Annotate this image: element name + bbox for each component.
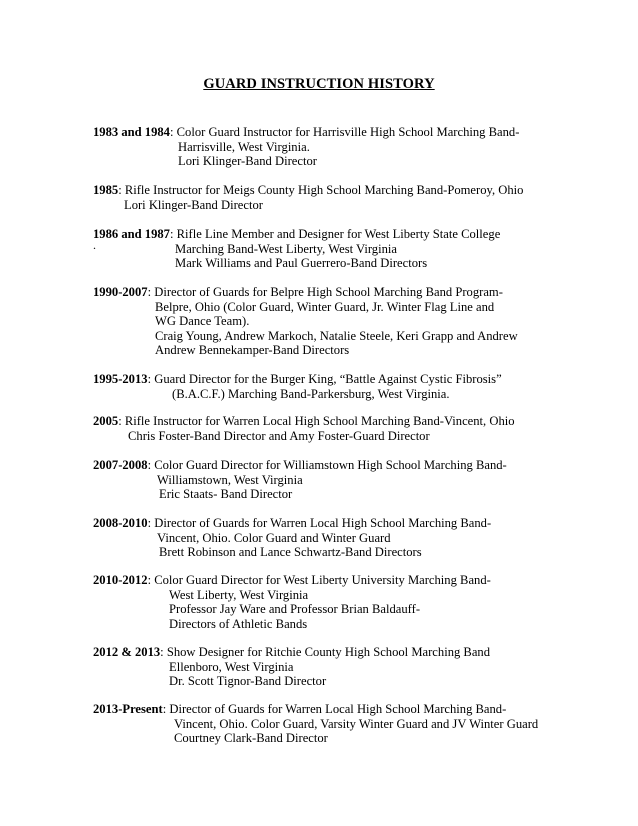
entry-years: 2007-2008 <box>93 458 148 472</box>
history-entry <box>93 183 523 212</box>
entry-detail-line: Marching Band-West Liberty, West Virginia <box>175 241 397 256</box>
entry-detail-line: Eric Staats- Band Director <box>159 487 293 502</box>
entry-detail-line: Vincent, Ohio. Color Guard, Varsity Winter Guard and JV Winter Guard <box>174 716 539 731</box>
entry-detail-line: Williamstown, West Virginia <box>157 472 303 487</box>
history-entry <box>93 516 491 560</box>
entry-years: 1983 and 1984 <box>93 125 170 139</box>
entry-description: : Rifle Line Member and Designer for West Liberty State College <box>169 227 501 241</box>
entry-detail-line: Belpre, Ohio (Color Guard, Winter Guard, Jr. Winter Flag Line and <box>155 299 495 314</box>
entry-years: 2012 & 2013 <box>93 645 161 659</box>
history-entry <box>93 414 515 443</box>
entry-detail-line: Dr. Scott Tignor-Band Director <box>169 674 327 689</box>
entry-description: : Director of Guards for Belpre High School Marching Band Program- <box>147 285 503 299</box>
entry-detail-line: Mark Williams and Paul Guerrero-Band Directors <box>175 256 428 271</box>
entry-years: 2013-Present <box>93 702 163 716</box>
entry-years: 2010-2012 <box>93 573 148 587</box>
entry-description: : Color Guard Director for West Liberty University Marching Band- <box>147 573 491 587</box>
history-entry <box>93 372 502 401</box>
entry-years: 1985 <box>93 183 119 197</box>
entry-description: : Director of Guards for Warren Local High School Marching Band- <box>147 516 492 530</box>
entry-detail-line: Craig Young, Andrew Markoch, Natalie Steele, Keri Grapp and Andrew <box>155 328 518 343</box>
stray-mark: . <box>93 238 96 252</box>
history-entry <box>93 227 500 271</box>
entry-detail-line: Harrisville, West Virginia. <box>178 139 310 154</box>
history-entry <box>93 645 490 689</box>
entry-description: : Rifle Instructor for Warren Local High School Marching Band-Vincent, Ohio <box>118 414 515 428</box>
history-entry <box>93 702 538 746</box>
entry-detail-line: Lori Klinger-Band Director <box>178 154 317 169</box>
entry-detail-line: Chris Foster-Band Director and Amy Foster-Guard Director <box>128 428 430 443</box>
entry-years: 2005 <box>93 414 119 428</box>
entry-detail-line: Andrew Bennekamper-Band Directors <box>155 343 350 358</box>
entry-description: : Color Guard Instructor for Harrisville High School Marching Band- <box>169 125 520 139</box>
history-entry <box>93 573 491 631</box>
entry-years: 1986 and 1987 <box>93 227 170 241</box>
entry-detail-line: Courtney Clark-Band Director <box>174 731 328 746</box>
entry-description: : Director of Guards for Warren Local High School Marching Band- <box>162 702 507 716</box>
history-entry <box>93 458 507 502</box>
entry-years: 2008-2010 <box>93 516 148 530</box>
entry-detail-line: Professor Jay Ware and Professor Brian Baldauff- <box>169 602 421 617</box>
entry-detail-line: West Liberty, West Virginia <box>169 587 309 602</box>
entry-description: : Show Designer for Ritchie County High School Marching Band <box>160 645 491 659</box>
entry-years: 1995-2013 <box>93 372 148 386</box>
entry-description: : Guard Director for the Burger King, “Battle Against Cystic Fibrosis” <box>147 372 502 386</box>
entry-detail-line: Vincent, Ohio. Color Guard and Winter Guard <box>157 530 391 545</box>
entry-description: : Color Guard Director for Williamstown High School Marching Band- <box>147 458 507 472</box>
entry-detail-line: WG Dance Team). <box>155 314 250 329</box>
history-entry <box>93 125 519 169</box>
page-title: GUARD INSTRUCTION HISTORY <box>203 76 435 92</box>
entry-detail-line: Lori Klinger-Band Director <box>124 197 263 212</box>
entry-description: : Rifle Instructor for Meigs County High School Marching Band-Pomeroy, Ohio <box>118 183 524 197</box>
entry-detail-line: Directors of Athletic Bands <box>169 616 308 631</box>
entry-years: 1990-2007 <box>93 285 148 299</box>
entry-detail-line: Ellenboro, West Virginia <box>169 659 294 674</box>
entry-detail-line: (B.A.C.F.) Marching Band-Parkersburg, West Virginia. <box>172 386 450 401</box>
entry-detail-line: Brett Robinson and Lance Schwartz-Band Directors <box>159 545 422 560</box>
history-entry <box>93 285 518 358</box>
